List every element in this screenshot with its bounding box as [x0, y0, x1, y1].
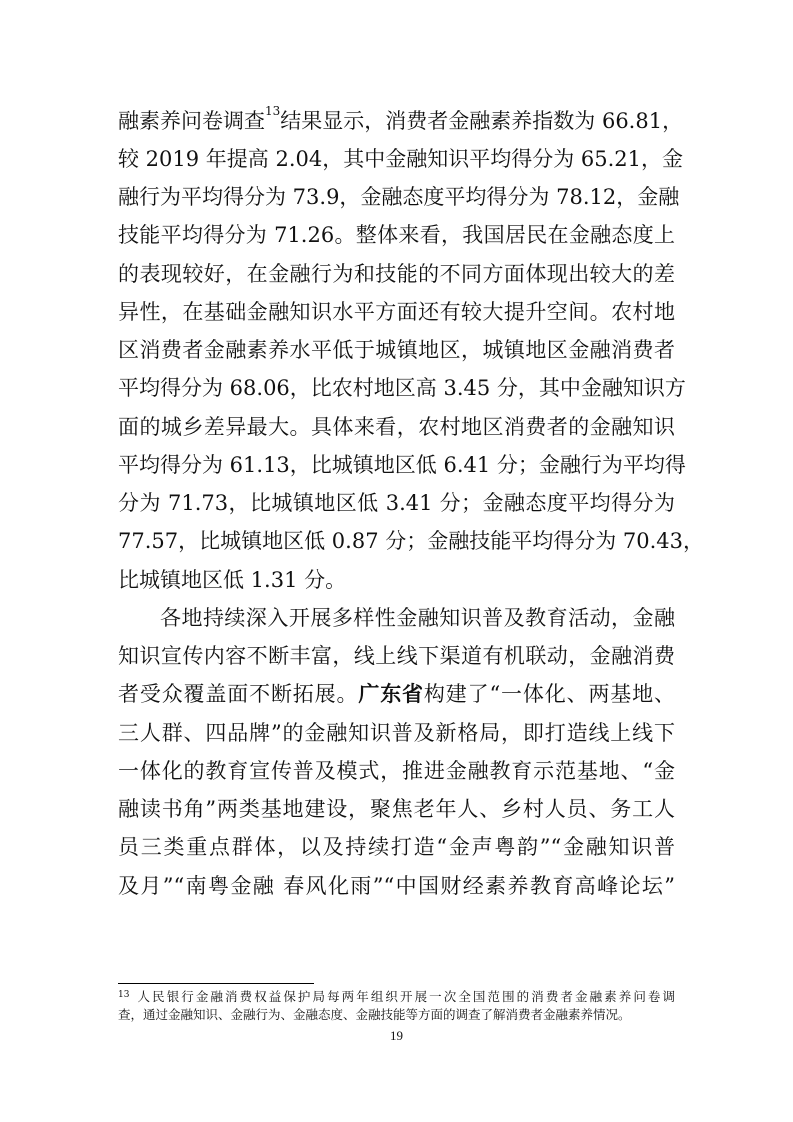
footnote-line-2: 查，通过金融知识、金融行为、金融态度、金融技能等方面的调查了解消费者金融素养情况。	[118, 1007, 631, 1022]
body-line-4: 技能平均得分为 71.26。整体来看，我国居民在金融态度上	[118, 223, 675, 247]
body-line-13: 比城镇地区低 1.31 分。	[118, 568, 347, 592]
body-line-19: 融读书角”两类基地建设，聚焦老年人、乡村人员、务工人	[118, 797, 675, 821]
body-line-9: 面的城乡差异最大。具体来看，农村地区消费者的金融知识	[118, 415, 675, 439]
text-segment: 结果显示，消费者金融素养指数为 66.81，	[280, 109, 684, 133]
body-line-1	[118, 104, 684, 135]
text-segment: 融素养问卷调查	[118, 109, 265, 133]
body-line-20: 员三类重点群体，以及持续打造“金声粤韵”“金融知识普	[118, 835, 675, 859]
text-segment: 构建了“一体化、两基地、	[423, 682, 676, 706]
bold-province-name: 广东省	[358, 682, 424, 706]
footnote-mark: 13	[118, 990, 130, 1000]
body-line-16	[118, 680, 675, 708]
body-line-17: 三人群、四品牌”的金融知识普及新格局，即打造线上线下	[118, 721, 675, 745]
text-segment: 者受众覆盖面不断拓展。	[118, 682, 359, 706]
body-line-15: 知识宣传内容不断丰富，线上线下渠道有机联动，金融消费	[118, 644, 675, 668]
body-line-21: 及月”“南粤金融 春风化雨”“中国财经素养教育高峰论坛”	[118, 874, 675, 898]
body-line-10: 平均得分为 61.13，比城镇地区低 6.41 分；金融行为平均得	[118, 453, 686, 477]
footnote-text: 人民银行金融消费权益保护局每两年组织开展一次全国范围的消费者金融素养问卷调	[135, 989, 675, 1004]
body-line-6: 异性，在基础金融知识水平方面还有较大提升空间。农村地	[118, 300, 675, 324]
footnote-reference[interactable]: 13	[265, 104, 281, 118]
body-line-18: 一体化的教育宣传普及模式，推进金融教育示范基地、“金	[118, 759, 675, 783]
body-line-5: 的表现较好，在金融行为和技能的不同方面体现出较大的差	[118, 262, 675, 286]
body-line-2: 较 2019 年提高 2.04，其中金融知识平均得分为 65.21，金	[118, 147, 684, 171]
footnote-line-1	[118, 988, 675, 1008]
page-number: 19	[390, 1028, 403, 1043]
body-line-3: 融行为平均得分为 73.9，金融态度平均得分为 78.12，金融	[118, 185, 680, 209]
footnote-separator	[118, 983, 314, 984]
body-line-12: 77.57，比城镇地区低 0.87 分；金融技能平均得分为 70.43，	[118, 529, 705, 553]
body-line-7: 区消费者金融素养水平低于城镇地区，城镇地区金融消费者	[118, 338, 675, 362]
body-line-8: 平均得分为 68.06，比农村地区高 3.45 分，其中金融知识方	[118, 376, 686, 400]
body-line-11: 分为 71.73，比城镇地区低 3.41 分；金融态度平均得分为	[118, 491, 675, 515]
body-line-14: 各地持续深入开展多样性金融知识普及教育活动，金融	[160, 606, 675, 630]
